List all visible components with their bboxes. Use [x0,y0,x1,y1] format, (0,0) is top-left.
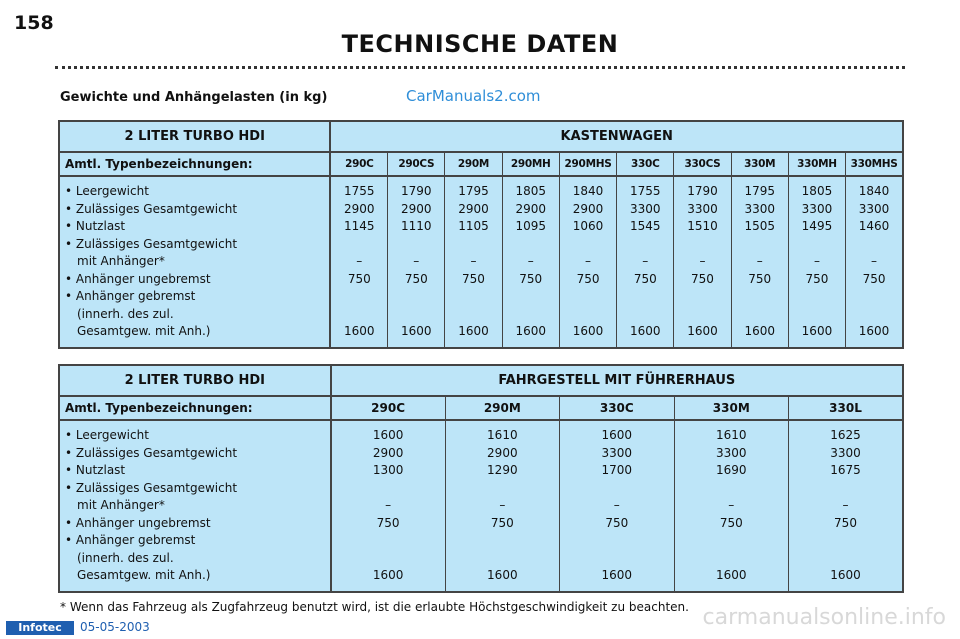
model-header: 330C [560,396,674,420]
spacer [732,236,788,254]
row-label: mit Anhänger* [77,498,165,512]
value-cell: 750 [719,515,743,530]
spacer [446,480,559,498]
row-label: (innerh. des zul. [77,306,174,321]
value-cell: 2900 [515,201,546,216]
value-cell: – [756,254,763,268]
value-cell: 1805 [801,184,833,198]
value-cell: 750 [376,515,400,530]
spacer [445,306,501,324]
weights-table-kastenwagen [58,120,904,349]
spacer [846,288,902,306]
value-cell: 750 [605,515,629,530]
spacer [789,480,902,498]
row-label: Gesamtgew. mit Anh.) [77,324,211,338]
value-cell: 750 [691,271,714,286]
model-values-column [502,176,559,348]
spacer [560,480,673,498]
value-cell: – [585,254,592,268]
model-values-column [330,176,387,348]
value-cell: 3300 [801,201,833,216]
spacer [789,288,845,306]
value-cell: 1145 [344,219,375,233]
row-labels-cell [59,420,331,592]
value-cell: 750 [519,271,543,286]
value-cell: – [499,498,506,512]
value-cell: – [871,254,878,268]
model-values-column [560,420,674,592]
value-cell: 1840 [858,184,890,198]
value-cell: 1600 [344,324,375,338]
value-cell: 1610 [715,428,747,442]
value-cell: – [527,254,534,268]
value-cell: – [728,498,735,512]
row-label: • Anhänger gebremst [65,533,196,547]
model-header: 290M [445,396,559,420]
spacer [674,288,730,306]
spacer [732,288,788,306]
value-cell: 3300 [830,445,861,460]
spacer [675,532,788,550]
value-cell: – [613,498,620,512]
model-values-column [617,176,674,348]
page-title: TECHNISCHE DATEN [341,30,619,58]
value-cell: 750 [633,271,657,286]
spacer [503,288,559,306]
value-cell: 1545 [630,219,661,233]
value-cell: 750 [748,271,772,286]
spacer [846,306,902,324]
value-cell: 3300 [715,445,747,460]
value-cell: 1110 [401,219,432,233]
spacer [503,306,559,324]
spacer [789,236,845,254]
value-cell: 1795 [744,184,775,198]
value-cell: 750 [576,271,600,286]
model-header: 330M [674,396,788,420]
value-cell: 2900 [401,201,432,216]
spacer [503,236,559,254]
value-cell: 1095 [515,219,546,233]
spacer [674,306,730,324]
watermark-top: CarManuals2.com [406,87,541,105]
spacer [675,550,788,568]
row-labels-cell [59,176,330,348]
model-header-row [59,396,903,420]
spacer [789,550,902,568]
value-cell: 1625 [830,428,861,442]
value-cell: 3300 [601,445,633,460]
spacer [617,288,673,306]
value-cell: 1600 [801,324,833,338]
spacer [388,288,444,306]
model-values-column [731,176,788,348]
value-cell: 1790 [687,184,718,198]
value-cell: 1600 [372,568,404,582]
spacer [446,550,559,568]
row-label: • Nutzlast [65,219,126,233]
model-values-column [674,420,788,592]
spacer [331,288,387,306]
row-label: • Leergewicht [65,428,149,442]
value-cell: 1700 [601,463,633,477]
value-cell: 1600 [715,568,747,582]
type-label: Amtl. Typenbezeichnungen: [59,396,331,420]
value-cell: 750 [805,271,829,286]
model-values-column [445,176,502,348]
row-label: mit Anhänger* [77,254,165,268]
value-cell: 1600 [630,324,661,338]
spacer [617,236,673,254]
value-cell: 1600 [515,324,546,338]
row-label: • Zulässiges Gesamtgewicht [65,480,238,495]
engine-label: 2 LITER TURBO HDI [59,121,330,152]
model-header: 330M [731,152,788,176]
values-row [59,176,903,348]
model-values-column [388,176,445,348]
model-header: 290MH [502,152,559,176]
row-label: • Zulässiges Gesamtgewicht [65,201,238,216]
model-values-column [846,176,903,348]
spacer [445,288,501,306]
spacer [332,480,445,498]
value-cell: – [842,498,849,512]
value-cell: 2900 [572,201,604,216]
section-heading: Gewichte und Anhängelasten (in kg) [60,90,328,105]
row-label: • Anhänger gebremst [65,289,196,303]
value-cell: – [642,254,649,268]
value-cell: 750 [462,271,485,286]
value-cell: 1690 [715,463,747,477]
row-label: • Anhänger ungebremst [65,271,211,286]
model-header: 290M [445,152,502,176]
value-cell: 1290 [487,463,518,477]
spacer [332,550,445,568]
value-cell: 750 [862,271,886,286]
value-cell: 3300 [630,201,661,216]
spacer [617,306,673,324]
title-divider [55,66,905,69]
value-cell: 750 [834,515,857,530]
row-label: • Zulässiges Gesamtgewicht [65,236,238,251]
value-cell: 1060 [572,219,604,233]
value-cell: 750 [347,271,371,286]
value-cell: 1600 [744,324,775,338]
spacer [331,236,387,254]
value-cell: 1300 [372,463,404,477]
value-cell: 1790 [401,184,432,198]
value-cell: 1600 [572,324,604,338]
spacer [388,236,444,254]
spacer [560,288,616,306]
spacer [560,550,673,568]
model-values-column [788,176,845,348]
watermark-bottom: carmanualsonline.info [702,605,946,630]
value-cell: 1600 [687,324,718,338]
page-number: 158 [14,12,54,34]
model-header-row [59,152,903,176]
value-cell: 1600 [601,428,633,442]
row-label: • Anhänger ungebremst [65,515,211,530]
spacer [560,532,673,550]
spacer [560,306,616,324]
row-label: • Nutzlast [65,463,126,477]
values-row [59,420,903,592]
model-header: 290CS [388,152,445,176]
print-date: 05-05-2003 [80,620,150,634]
value-cell: 1805 [515,184,546,198]
value-cell: 1755 [344,184,375,198]
row-label: • Zulässiges Gesamtgewicht [65,445,238,460]
value-cell: 2900 [458,201,489,216]
value-cell: 3300 [858,201,890,216]
value-cell: – [356,254,363,268]
value-cell: 3300 [744,201,775,216]
value-cell: 1505 [744,219,775,233]
model-header: 290C [330,152,387,176]
value-cell: 1510 [687,219,718,233]
value-cell: 2900 [487,445,518,460]
value-cell: 1495 [801,219,833,233]
spacer [331,306,387,324]
value-cell: 1600 [401,324,432,338]
value-cell: – [813,254,820,268]
value-cell: 1840 [572,184,604,198]
model-header: 290C [331,396,445,420]
value-cell: 1600 [830,568,861,582]
value-cell: – [699,254,706,268]
row-label: (innerh. des zul. [77,550,174,565]
engine-label: 2 LITER TURBO HDI [59,365,331,396]
model-values-column [331,420,445,592]
row-label: Gesamtgew. mit Anh.) [77,568,211,582]
spacer [789,306,845,324]
value-cell: – [385,498,392,512]
value-cell: 1795 [458,184,489,198]
model-values-column [674,176,731,348]
model-values-column [445,420,559,592]
value-cell: 750 [490,515,514,530]
model-header: 330CS [674,152,731,176]
value-cell: 750 [404,271,428,286]
row-label: • Leergewicht [65,184,149,198]
type-label: Amtl. Typenbezeichnungen: [59,152,330,176]
spacer [674,236,730,254]
spacer [675,480,788,498]
model-values-column [559,176,616,348]
spacer [445,236,501,254]
model-header: 290MHS [559,152,616,176]
value-cell: 1610 [487,428,518,442]
value-cell: 1600 [458,324,489,338]
value-cell: – [470,254,477,268]
value-cell: 1755 [630,184,661,198]
model-header: 330MHS [846,152,903,176]
value-cell: 1600 [858,324,890,338]
spacer [560,236,616,254]
value-cell: 1600 [601,568,633,582]
value-cell: – [413,254,420,268]
value-cell: 2900 [344,201,375,216]
value-cell: 1600 [372,428,404,442]
model-header: 330C [617,152,674,176]
brand-badge: Infotec [6,621,74,635]
spacer [388,306,444,324]
value-cell: 1600 [487,568,518,582]
spacer [846,236,902,254]
model-header: 330L [789,396,904,420]
weights-table-fahrgestell [58,364,904,593]
value-cell: 3300 [687,201,718,216]
spacer [446,532,559,550]
value-cell: 2900 [372,445,404,460]
value-cell: 1105 [458,219,489,233]
model-values-column [789,420,904,592]
model-header: 330MH [788,152,845,176]
value-cell: 1460 [858,219,890,233]
footnote: * Wenn das Fahrzeug als Zugfahrzeug benutzt wird, ist die erlaubte Höchstgeschwindigkeit zu beachten. [60,600,689,614]
value-cell: 1675 [830,463,861,477]
spacer [789,532,902,550]
spacer [732,306,788,324]
body-type: KASTENWAGEN [330,121,903,152]
body-type: FAHRGESTELL MIT FÜHRERHAUS [331,365,903,396]
spacer [332,532,445,550]
